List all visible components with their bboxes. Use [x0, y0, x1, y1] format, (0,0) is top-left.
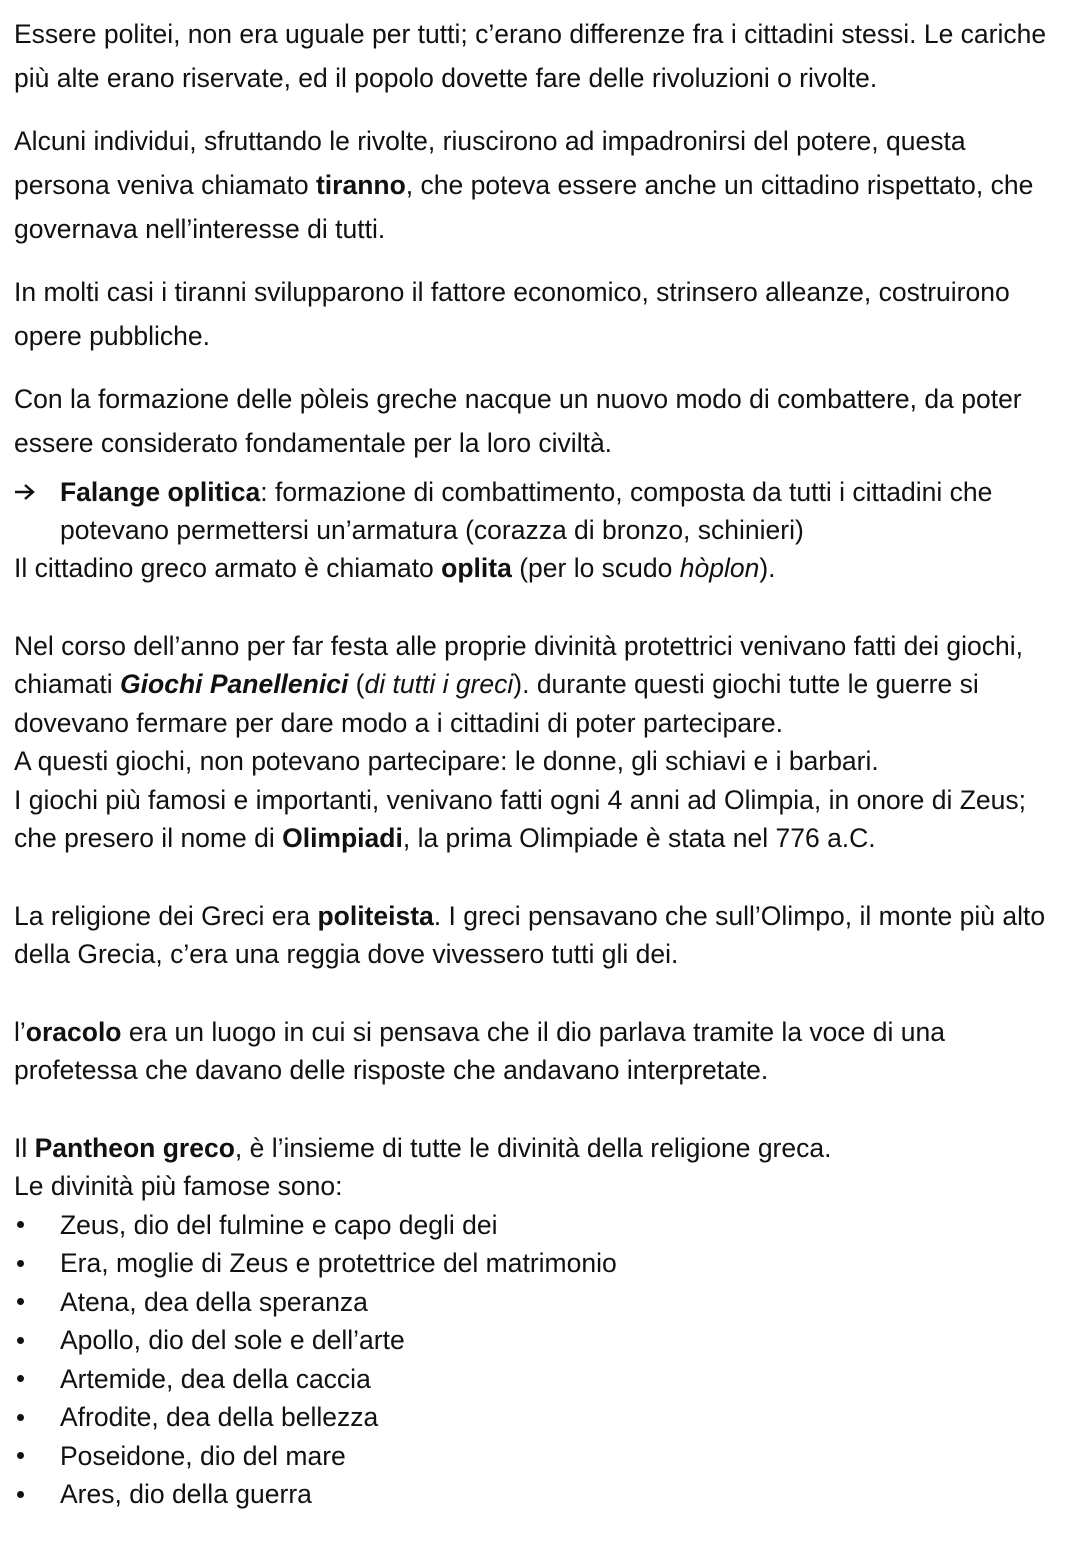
blank-line	[14, 974, 1058, 1013]
paragraph-oplita: Il cittadino greco armato è chiamato oplita (per lo scudo hòplon).	[14, 553, 776, 583]
bullet-icon	[14, 1221, 60, 1228]
paragraph-olimpiadi: I giochi più famosi e importanti, venivano fatti ogni 4 anni ad Olimpia, in onore di Zeus; che presero il nome di Olimpiadi, la prima Olimpiade è stata nel 776 a.C.	[14, 784, 1026, 853]
list-item: Zeus, dio del fulmine e capo degli dei	[14, 1206, 1058, 1245]
gods-list	[14, 1206, 1058, 1514]
term-falange-oplitica: Falange oplitica	[60, 477, 261, 507]
blank-line	[14, 1090, 1058, 1129]
list-item: Artemide, dea della caccia	[14, 1360, 1058, 1399]
paragraph-tiranni-economia: In molti casi i tiranni svilupparono il fattore economico, strinsero alleanze, costruirono opere pubbliche.	[14, 277, 1010, 351]
paragraph-religione: La religione dei Greci era politeista. I greci pensavano che sull’Olimpo, il monte più alto della Grecia, c’era una reggia dove vivessero tutti gli dei.	[14, 900, 1046, 969]
bullet-icon	[14, 1298, 60, 1305]
paragraph-oracolo: l’oracolo era un luogo in cui si pensava che il dio parlava tramite la voce di una profetessa che davano delle risposte che andavano interpretate.	[14, 1016, 945, 1085]
bullet-icon	[14, 1414, 60, 1421]
falange-text: Falange oplitica: formazione di combattimento, composta da tutti i cittadini che potevano permettersi un’armatura (corazza di bronzo, schinieri)	[60, 477, 993, 545]
falange-arrow-item	[14, 473, 1058, 549]
paragraph-pantheon: Il Pantheon greco, è l’insieme di tutte le divinità della religione greca.	[14, 1132, 832, 1163]
paragraph-giochi: Nel corso dell’anno per far festa alle proprie divinità protettrici venivano fatti dei giochi, chiamati Giochi Panellenici (di tutti i greci). durante questi giochi tutte le guerre si dovevano fermare per dare modo a i cittadini di poter partecipare.	[14, 630, 1024, 738]
term-hoplon: hòplon	[679, 553, 760, 583]
term-politeista: politeista	[317, 900, 434, 931]
list-item: Afrodite, dea della bellezza	[14, 1398, 1058, 1437]
arrow-right-icon	[14, 473, 60, 511]
bullet-icon	[14, 1491, 60, 1498]
blank-line	[14, 588, 1058, 627]
paragraph-politei: Essere politei, non era uguale per tutti; c’erano differenze fra i cittadini stessi. Le cariche più alte erano riservate, ed il popolo dovette fare delle rivoluzioni o rivolte.	[14, 19, 1047, 93]
bullet-icon	[14, 1260, 60, 1267]
bullet-icon	[14, 1337, 60, 1344]
term-tiranno: tiranno	[315, 170, 406, 200]
term-oplita: oplita	[441, 553, 512, 583]
bullet-icon	[14, 1375, 60, 1382]
bullet-icon	[14, 1452, 60, 1459]
list-item: Atena, dea della speranza	[14, 1283, 1058, 1322]
paragraph-tiranno: Alcuni individui, sfruttando le rivolte, riuscirono ad impadronirsi del potere, questa persona veniva chiamato tiranno, che poteva essere anche un cittadino rispettato, che governava nell’interesse di tutti.	[14, 126, 1034, 244]
term-olimpiadi: Olimpiadi	[282, 823, 403, 853]
blank-line	[14, 858, 1058, 897]
gods-intro: Le divinità più famose sono:	[14, 1171, 343, 1201]
list-item: Ares, dio della guerra	[14, 1475, 1058, 1514]
term-giochi-panellenici: Giochi Panellenici	[120, 669, 349, 699]
list-item: Apollo, dio del sole e dell’arte	[14, 1321, 1058, 1360]
term-oracolo: oracolo	[25, 1016, 122, 1047]
list-item: Era, moglie di Zeus e protettrice del matrimonio	[14, 1244, 1058, 1283]
list-item: Poseidone, dio del mare	[14, 1437, 1058, 1476]
paragraph-partecipanti: A questi giochi, non potevano partecipare: le donne, gli schiavi e i barbari.	[14, 746, 879, 776]
term-pantheon-greco: Pantheon greco	[34, 1132, 235, 1163]
paragraph-poleis: Con la formazione delle pòleis greche nacque un nuovo modo di combattere, da poter essere considerato fondamentale per la loro civiltà.	[14, 384, 1022, 458]
